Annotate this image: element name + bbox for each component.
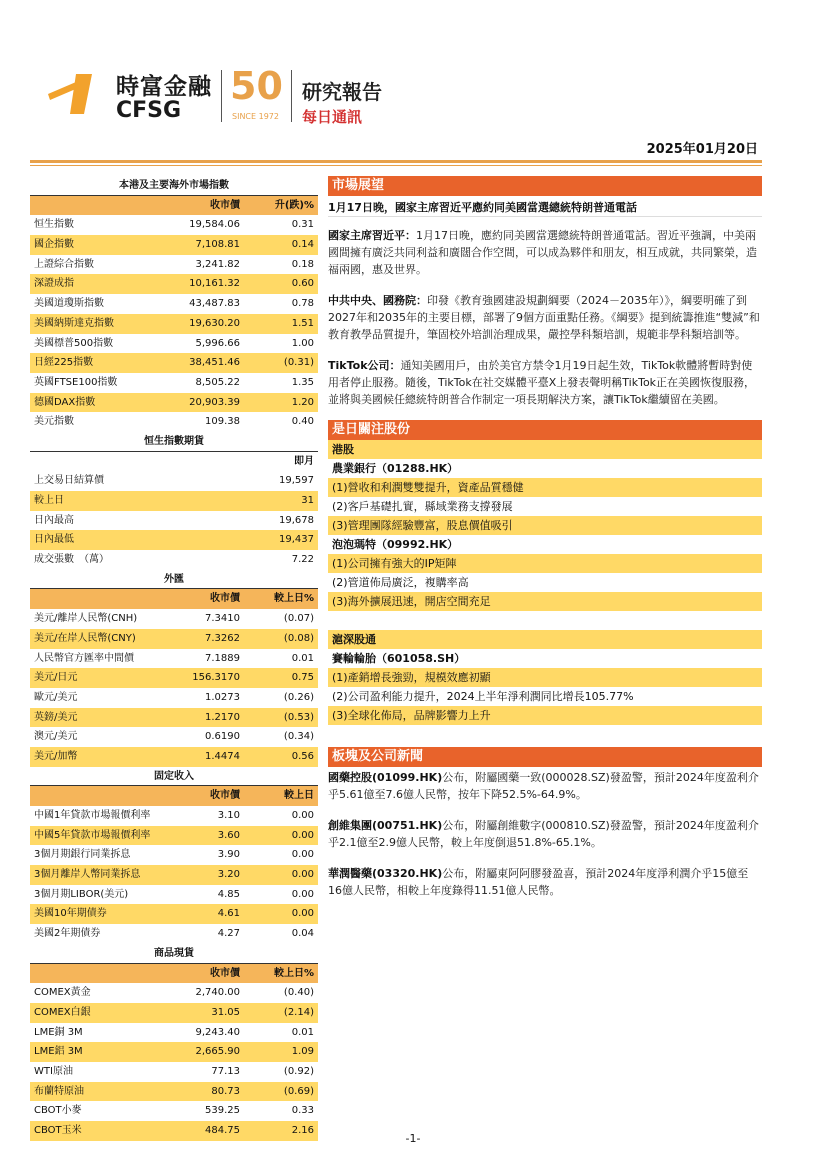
fixed-income-row (30, 826, 318, 846)
report-title: 研究報告 (302, 80, 382, 104)
row-value: 3.10 (217, 810, 240, 821)
row-label: 日內最低 (34, 534, 74, 546)
row-label: 英鎊/美元 (34, 711, 78, 723)
outlook-paragraph (328, 357, 762, 408)
sh-stocks-list (328, 649, 762, 725)
cfsg-logo-icon (46, 72, 110, 116)
row-change: (0.08) (283, 632, 314, 644)
header-rule (30, 160, 762, 163)
outlook-paragraph (328, 227, 762, 278)
news-text: 公布，附屬國藥一致(000028.SZ)發盈警，預計2024年度盈利介乎5.61億至7.6億人民幣，按年下降52.5%-64.9%。 (328, 771, 759, 801)
row-value: 8,505.22 (195, 376, 240, 388)
row-label: COMEX白銀 (34, 1006, 91, 1018)
row-value: 2,740.00 (195, 987, 240, 999)
market-index-row (30, 353, 318, 373)
row-label: 上證綜合指數 (34, 258, 94, 270)
market-index-row (30, 274, 318, 294)
news-item (328, 865, 762, 899)
row-value: 3.90 (217, 849, 240, 861)
row-value: 539.25 (205, 1105, 240, 1117)
stock-point: (1)營收和利潤雙雙提升，資產品質穩健 (328, 478, 762, 497)
stock-point: (2)客戶基礎扎實，縣域業務支撐發展 (332, 500, 513, 513)
row-change: (0.34) (283, 731, 314, 743)
row-value: 19,630.20 (189, 317, 240, 329)
column-header: 收市價 (210, 790, 240, 802)
row-change: 1.35 (291, 376, 314, 388)
row-value: 3,241.82 (195, 258, 240, 270)
row-value: 1.4474 (205, 750, 240, 762)
section-title-stocks: 是日關注股份 (328, 420, 762, 440)
row-value: 19,678 (279, 514, 314, 526)
outlook-paragraphs (328, 227, 762, 408)
row-value: 484.75 (205, 1125, 240, 1136)
row-label: 布蘭特原油 (34, 1085, 84, 1097)
market-index-row (30, 314, 318, 334)
column-header: 較上日% (273, 593, 314, 605)
stock-point: (3)管理團隊經驗豐富，股息價值吸引 (328, 516, 762, 535)
commodities-row (30, 1082, 318, 1102)
table-title-commodities (30, 944, 318, 964)
row-label: 較上日 (34, 495, 64, 506)
table-title-fx-text: 外匯 (164, 573, 184, 585)
stock-point: (1)公司擁有強大的IP矩陣 (328, 554, 762, 573)
row-value: 80.73 (211, 1085, 240, 1097)
paragraph-lead: 中共中央、國務院： (328, 294, 427, 307)
row-label: WTI原油 (34, 1065, 73, 1077)
paragraph-text: 1月17日晚，應約同美國當選總統特朗普通電話。習近平強調，中美兩國間擁有廣泛共同利益和廣闊合作空間，可以成為夥伴和朋友，相互成就，共同繁榮，造福兩國，惠及世界。 (328, 229, 757, 276)
commentary-column (328, 176, 762, 899)
fx-header (30, 589, 318, 609)
since-label: SINCE 1972 (232, 112, 279, 121)
commodities-row (30, 983, 318, 1003)
row-value: 77.13 (211, 1065, 240, 1077)
fixed-income-row (30, 845, 318, 865)
row-change: (0.69) (283, 1085, 314, 1097)
row-label: 成交張數 （萬） (34, 554, 109, 566)
sh-stocks-label: 滬深股通 (328, 630, 762, 649)
hsi-futures-row (30, 471, 318, 491)
fx-row (30, 708, 318, 728)
hsi-futures-header (30, 452, 318, 472)
row-label: 美元/加幣 (34, 750, 78, 762)
row-change: 2.16 (291, 1125, 314, 1136)
fixed-income-header (30, 786, 318, 806)
row-label: 美國10年期債券 (34, 908, 107, 920)
report-subtitle: 每日通訊 (302, 108, 363, 126)
stock-point: (2)公司盈利能力提升，2024上半年淨利潤同比增長105.77% (332, 690, 634, 703)
row-value: 7,108.81 (195, 239, 240, 251)
row-change: 0.00 (291, 888, 314, 900)
row-value: 0.6190 (205, 731, 240, 743)
hk-stocks-label: 港股 (328, 440, 762, 459)
row-label: 中國5年貸款市場報價利率 (34, 829, 151, 841)
column-header: 收市價 (210, 593, 240, 605)
row-change: 0.78 (291, 298, 314, 310)
column-header: 收市價 (210, 967, 240, 979)
row-change: 0.56 (291, 750, 314, 762)
fx-row (30, 609, 318, 629)
commodities-row (30, 1023, 318, 1043)
row-value: 19,584.06 (189, 219, 240, 231)
brand-name-cn: 時富金融 (116, 74, 212, 100)
commodities-row (30, 1101, 318, 1121)
row-label: 美元/日元 (34, 672, 78, 684)
paragraph-text: 印發《教育強國建設規劃綱要（2024－2035年）》，綱要明確了到2027年和2035年的主要目標，部署了9個方面重點任務。《綱要》提到統籌推進“雙減”和教育教學品質提升，筆固校外培訓治理成果，嚴控學科類培訓，規範非學科類培訓等。 (328, 294, 760, 341)
column-header: 較上日% (273, 967, 314, 979)
row-label: 國企指數 (34, 239, 74, 251)
market-index-row (30, 215, 318, 235)
news-company: 創維集團(00751.HK) (328, 819, 443, 832)
row-change: (2.14) (283, 1006, 314, 1018)
news-company: 華潤醫藥(03320.HK) (328, 867, 443, 880)
row-value: 109.38 (205, 416, 240, 428)
hsi-futures-row (30, 491, 318, 511)
row-change: 0.31 (291, 219, 314, 231)
hsi-futures-row (30, 550, 318, 570)
fx-row (30, 727, 318, 747)
row-value: 2,665.90 (195, 1046, 240, 1058)
row-label: 日經225指數 (34, 357, 94, 369)
stock-point: (2)管道佈局廣泛，複購率高 (332, 576, 469, 589)
table-title-market-index (30, 176, 318, 196)
table-title-fixed-income-text: 固定收入 (154, 770, 194, 782)
row-value: 38,451.46 (189, 357, 240, 369)
row-label: 深證成指 (34, 278, 74, 290)
anniversary-mark: 50 (230, 64, 283, 108)
page-number: -1- (405, 1132, 421, 1145)
row-change: 0.14 (291, 239, 314, 251)
row-label: 3個月期LIBOR(美元) (34, 888, 129, 900)
row-label: 日內最高 (34, 514, 74, 526)
row-change: (0.07) (283, 613, 314, 625)
row-change: (0.92) (283, 1065, 314, 1077)
market-index-row (30, 255, 318, 275)
fx-row (30, 747, 318, 767)
row-label: 人民幣官方匯率中間價 (34, 652, 134, 664)
row-value: 7.22 (291, 554, 314, 566)
row-label: 3個月離岸人幣同業拆息 (34, 869, 141, 881)
table-title-hsi-futures-text: 恒生指數期貨 (144, 435, 204, 447)
news-item (328, 817, 762, 851)
column-header: 較上日 (284, 790, 314, 802)
table-title-fx (30, 570, 318, 590)
row-label: 澳元/美元 (34, 731, 78, 743)
brand-name-en: CFSG (116, 98, 182, 123)
market-index-row (30, 235, 318, 255)
row-value: 7.3410 (205, 613, 240, 625)
row-label: CBOT玉米 (34, 1125, 82, 1136)
row-change: 0.01 (291, 652, 314, 664)
section-title-outlook: 市場展望 (328, 176, 762, 196)
stock-point: (3)全球化佈局，品牌影響力上升 (328, 706, 762, 725)
column-header: 收市價 (210, 199, 240, 211)
spacer (328, 611, 762, 630)
row-label: LME銅 3M (34, 1026, 83, 1038)
row-value: 19,437 (279, 534, 314, 546)
row-value: 7.1889 (205, 652, 240, 664)
row-label: CBOT小麥 (34, 1105, 82, 1117)
commodities-row (30, 1042, 318, 1062)
stock-name: 泡泡瑪特（09992.HK） (332, 538, 459, 551)
row-value: 10,161.32 (189, 278, 240, 290)
row-change: 0.33 (291, 1105, 314, 1117)
fixed-income-row (30, 924, 318, 944)
row-change: 1.51 (291, 317, 314, 329)
fx-row (30, 688, 318, 708)
row-change: 0.00 (291, 810, 314, 821)
paragraph-lead: TikTok公司： (328, 359, 401, 372)
row-change: 0.75 (291, 672, 314, 684)
row-label: 英國FTSE100指數 (34, 376, 118, 388)
row-change: 0.18 (291, 258, 314, 270)
column-header: 升(跌)% (274, 199, 314, 211)
row-label: 美國2年期債券 (34, 928, 101, 940)
row-label: 美國納斯達克指數 (34, 317, 114, 329)
fx-row (30, 649, 318, 669)
market-index-row (30, 373, 318, 393)
row-change: 0.00 (291, 908, 314, 920)
row-label: 美元/在岸人民幣(CNY) (34, 632, 136, 644)
paragraph-lead: 國家主席習近平： (328, 229, 416, 242)
report-date: 2025年01月20日 (646, 142, 758, 157)
section-title-news: 板塊及公司新聞 (328, 747, 762, 767)
row-label: 德國DAX指數 (34, 396, 96, 408)
table-title-fixed-income (30, 767, 318, 787)
news-text: 公布，附屬創維數字(000810.SZ)發盈警，預計2024年度盈利介乎2.1億至2.9億人民幣，較上年度倒退51.8%-65.1%。 (328, 819, 759, 849)
stock-point: (3)海外擴展迅速，開店空間充足 (328, 592, 762, 611)
news-company: 國藥控股(01099.HK) (328, 771, 443, 784)
row-value: 7.3262 (205, 632, 240, 644)
row-value: 43,487.83 (189, 298, 240, 310)
paragraph-text: 通知美國用戶，由於美官方禁令1月19日起生效，TikTok軟體將暫時對使用者停止服務。隨後，TikTok在社交媒體平臺X上發表聲明稱TikTok正在美國恢復服務，並將與美國候任總統特朗普合作制定一項長期解決方案，讓TikTok繼續留在美國。 (328, 359, 756, 406)
table-title-commodities-text: 商品現貨 (154, 947, 194, 959)
news-item (328, 769, 762, 803)
fx-row (30, 629, 318, 649)
row-value: 1.0273 (205, 691, 240, 703)
fixed-income-row (30, 865, 318, 885)
row-label: 3個月期銀行同業拆息 (34, 849, 131, 861)
row-label: 美國道瓊斯指數 (34, 298, 104, 310)
row-value: 3.60 (217, 829, 240, 841)
row-label: 美國標普500指數 (34, 337, 114, 349)
row-value: 19,597 (279, 475, 314, 487)
row-value: 4.27 (217, 928, 240, 940)
row-change: 0.40 (291, 416, 314, 428)
row-value: 3.20 (217, 869, 240, 881)
row-value: 4.85 (217, 888, 240, 900)
market-index-row (30, 334, 318, 354)
commodities-row (30, 1003, 318, 1023)
row-change: (0.40) (283, 987, 314, 999)
table-title-hsi-futures (30, 432, 318, 452)
commodities-header (30, 964, 318, 984)
outlook-headline: 1月17日晚，國家主席習近平應約同美國當選總統特朗普通電話 (328, 199, 762, 217)
hk-stocks-list (328, 459, 762, 611)
row-change: (0.53) (283, 711, 314, 723)
fixed-income-row (30, 885, 318, 905)
row-value: 1.2170 (205, 711, 240, 723)
stock-name: 賽輪輪胎（601058.SH） (332, 652, 466, 665)
row-label: 美元指數 (34, 416, 74, 428)
row-change: (0.26) (283, 691, 314, 703)
row-change: 0.00 (291, 849, 314, 861)
fixed-income-row (30, 806, 318, 826)
row-label: 美元/離岸人民幣(CNH) (34, 613, 138, 625)
fx-row (30, 668, 318, 688)
row-value: 9,243.40 (195, 1026, 240, 1038)
row-change: 1.20 (291, 396, 314, 408)
hsi-futures-row (30, 511, 318, 531)
row-value: 156.3170 (192, 672, 240, 684)
row-change: 1.09 (291, 1046, 314, 1058)
row-label: COMEX黃金 (34, 987, 91, 999)
hsi-futures-row (30, 530, 318, 550)
market-data-tables (30, 176, 318, 1141)
row-label: 中國1年貸款市場報價利率 (34, 810, 151, 821)
row-value: 20,903.39 (189, 396, 240, 408)
column-header: 即月 (294, 455, 314, 467)
row-value: 4.61 (217, 908, 240, 920)
stock-name: 農業銀行（01288.HK） (332, 462, 459, 475)
row-change: (0.31) (283, 357, 314, 369)
table-title-market-index-text: 本港及主要海外市場指數 (119, 180, 229, 191)
header-rule (30, 165, 762, 166)
row-label: 上交易日結算價 (34, 475, 104, 487)
market-index-row (30, 412, 318, 432)
logo-divider (221, 70, 222, 122)
commodities-row (30, 1062, 318, 1082)
row-label: 歐元/美元 (34, 691, 78, 703)
row-change: 0.00 (291, 869, 314, 881)
row-value: 5,996.66 (195, 337, 240, 349)
news-text: 公布，附屬東阿阿膠發盈喜，預計2024年度淨利潤介乎15億至16億人民幣，相較上年度錄得11.51億人民幣。 (328, 867, 749, 897)
stock-point: (1)產銷增長強勁，規模效應初顯 (328, 668, 762, 687)
row-value: 31.05 (211, 1006, 240, 1018)
row-change: 0.04 (291, 928, 314, 940)
outlook-paragraph (328, 292, 762, 343)
news-list (328, 769, 762, 899)
row-value: 31 (301, 495, 314, 506)
market-index-row (30, 393, 318, 413)
market-index-header (30, 196, 318, 216)
row-change: 0.60 (291, 278, 314, 290)
row-label: LME鋁 3M (34, 1046, 83, 1058)
market-index-row (30, 294, 318, 314)
row-change: 0.00 (291, 829, 314, 841)
logo-divider (291, 70, 292, 122)
fixed-income-row (30, 904, 318, 924)
row-change: 1.00 (291, 337, 314, 349)
row-change: 0.01 (291, 1026, 314, 1038)
row-label: 恒生指數 (34, 219, 74, 231)
